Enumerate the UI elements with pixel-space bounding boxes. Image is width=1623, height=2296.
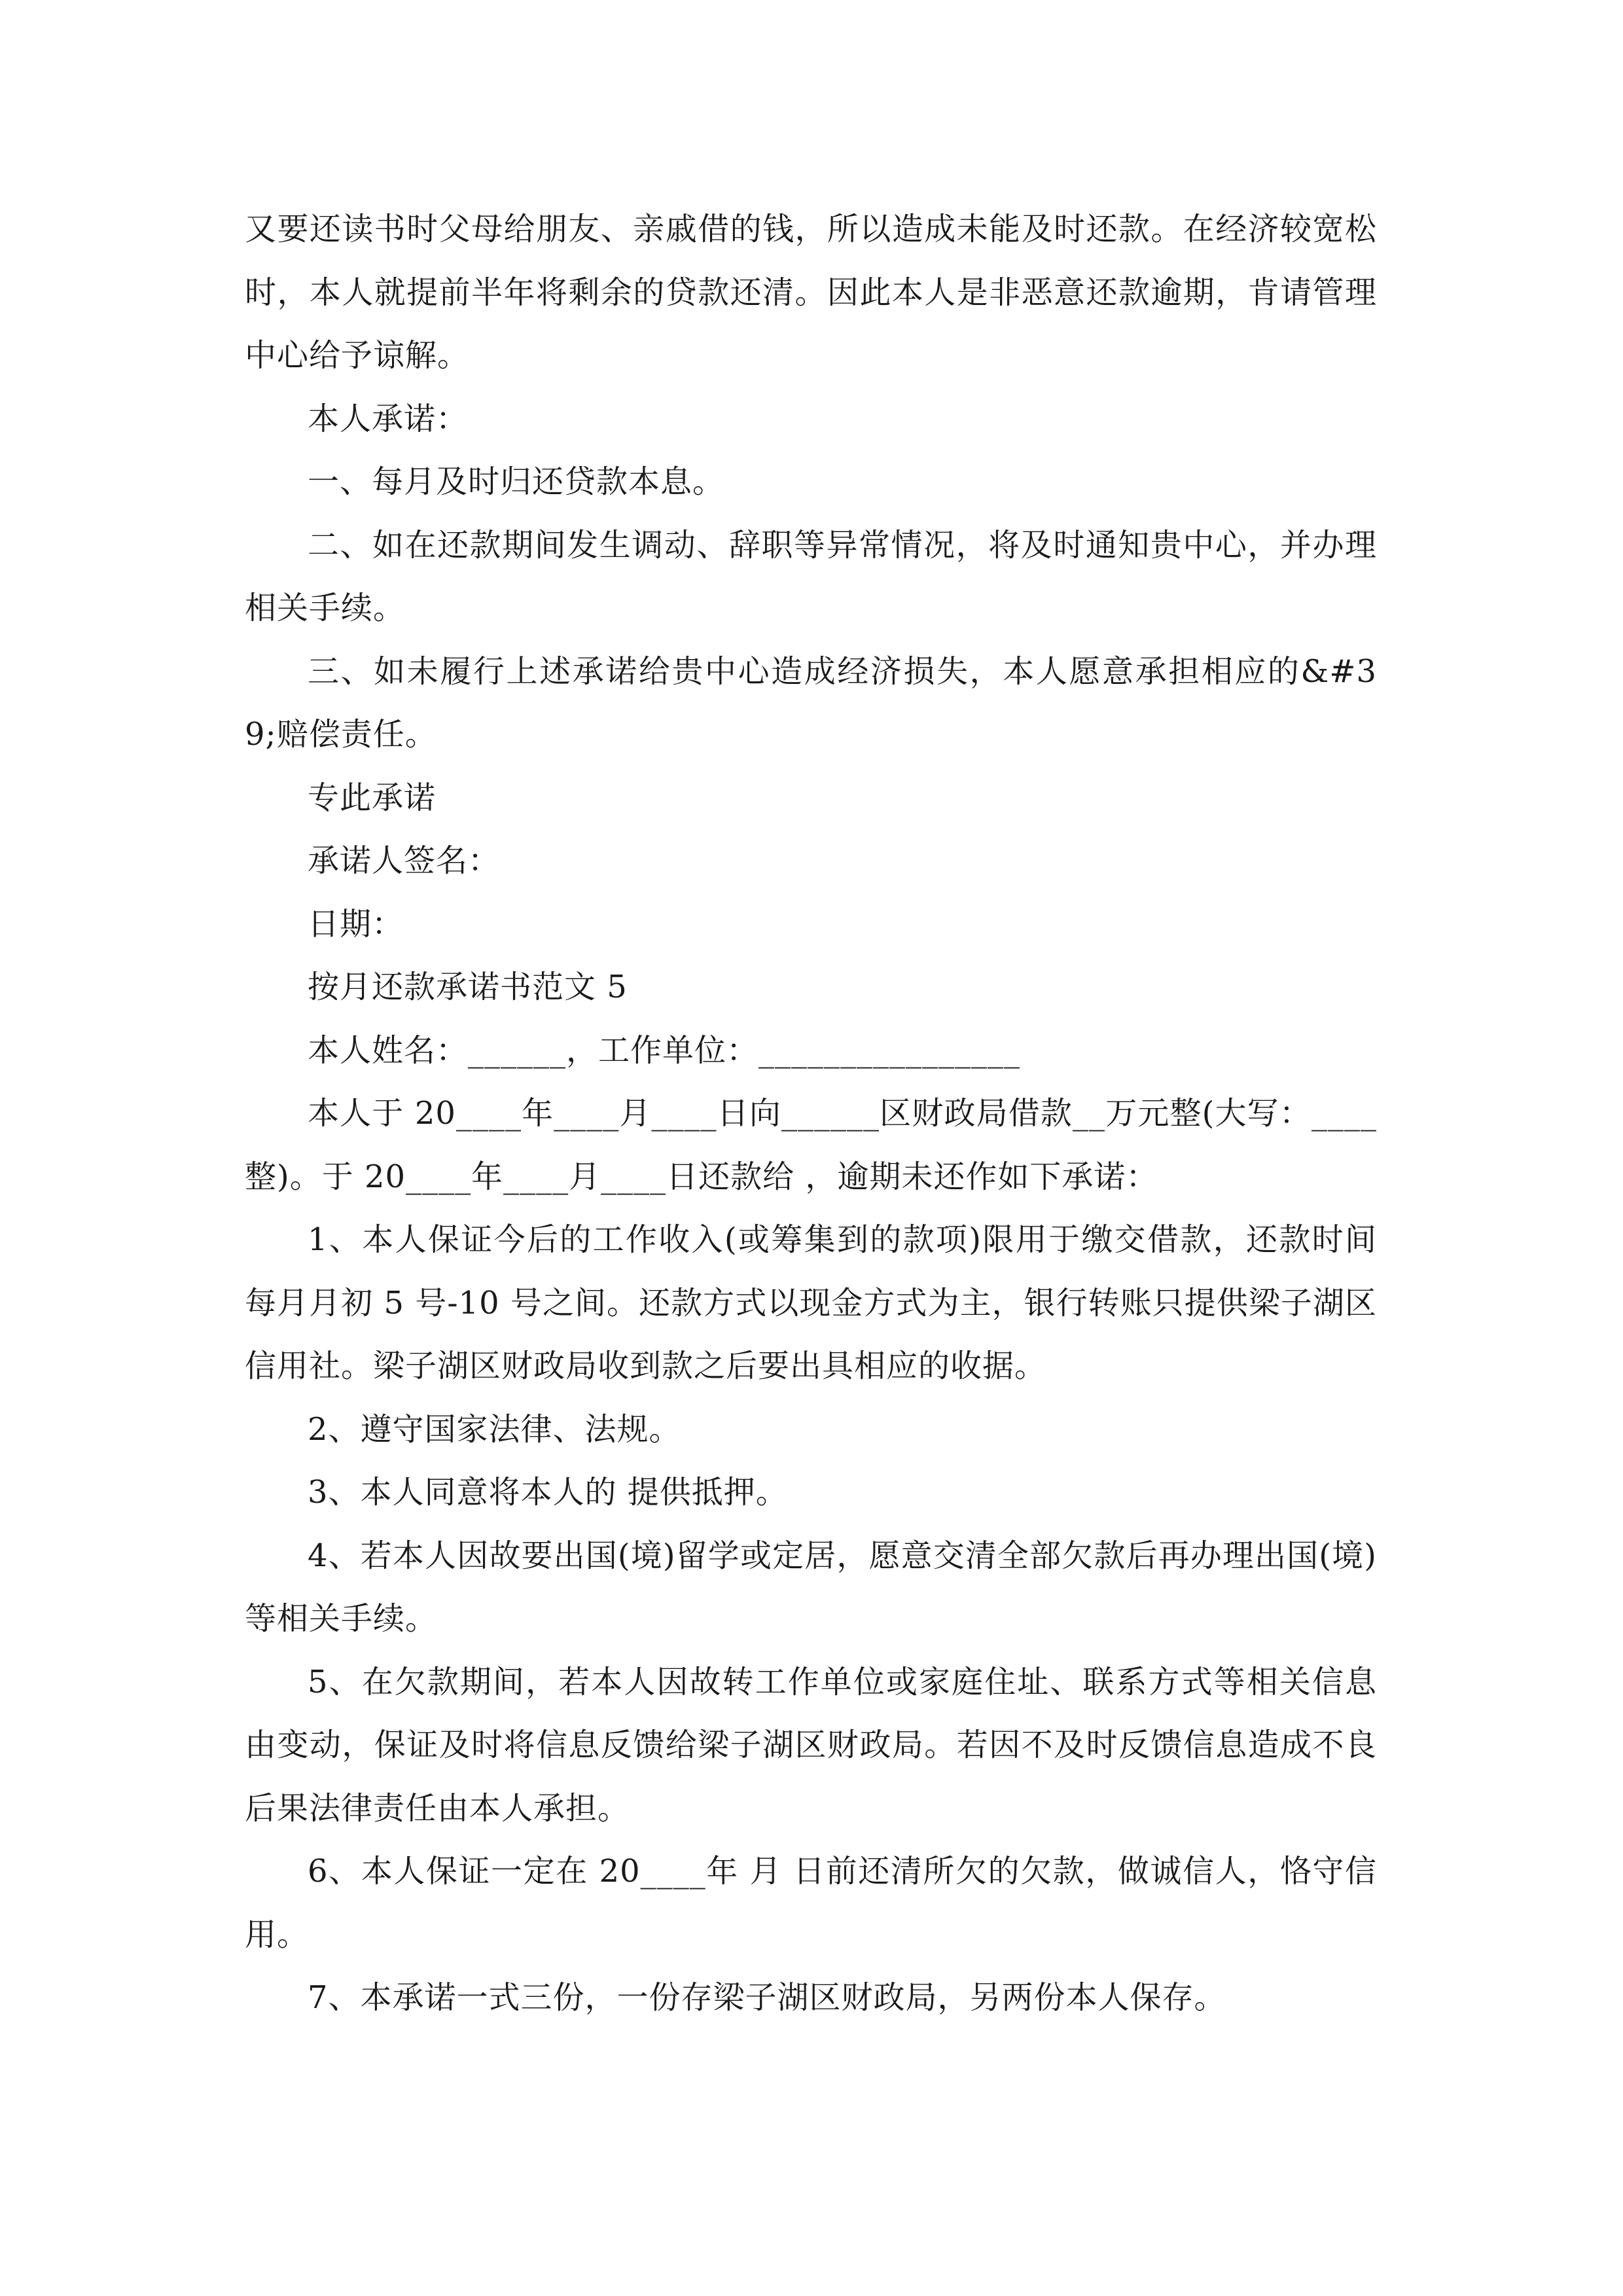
paragraph-item-4: 4、若本人因故要出国(境)留学或定居，愿意交清全部欠款后再办理出国(境)等相关手续。 — [245, 1537, 1377, 1637]
document-body — [245, 198, 1377, 2030]
paragraph-commitment-3: 三、如未履行上述承诺给贵中心造成经济损失，本人愿意承担相应的&#39;赔偿责任。 — [245, 653, 1377, 753]
paragraph-date-line: 日期： — [308, 905, 404, 942]
paragraph-item-1: 1、本人保证今后的工作收入(或筹集到的款项)限用于缴交借款，还款时间每月月初 5 号-10 号之间。还款方式以现金方式为主，银行转账只提供梁子湖区信用社。梁子湖区财政局收到款之后要出具相应的收据。 — [245, 1221, 1377, 1384]
paragraph-commitment-heading: 本人承诺： — [308, 400, 469, 437]
section-title: 按月还款承诺书范文 5 — [308, 969, 628, 1005]
paragraph-item-3: 3、本人同意将本人的 提供抵押。 — [308, 1474, 788, 1511]
paragraph-item-2: 2、遵守国家法律、法规。 — [308, 1410, 681, 1448]
paragraph-name-employer: 本人姓名：______，工作单位：________________ — [308, 1031, 1021, 1069]
paragraph-signature-line: 承诺人签名： — [308, 842, 501, 879]
paragraph-continuation: 又要还读书时父母给朋友、亲戚借的钱，所以造成未能及时还款。在经济较宽松时，本人就提前半年将剩余的贷款还清。因此本人是非恶意还款逾期，肯请管理中心给予谅解。 — [245, 211, 1377, 374]
paragraph-loan-details: 本人于 20____年____月____日向______区财政局借款__万元整(大写：____整)。于 20____年____月____日还款给 ，逾期未还作如下承诺： — [245, 1095, 1377, 1195]
paragraph-item-6: 6、本人保证一定在 20____年 月 日前还清所欠的欠款，做诚信人，恪守信用。 — [245, 1853, 1377, 1953]
paragraph-item-5: 5、在欠款期间，若本人因故转工作单位或家庭住址、联系方式等相关信息由变动，保证及时将信息反馈给梁子湖区财政局。若因不及时反馈信息造成不良后果法律责任由本人承担。 — [245, 1663, 1377, 1827]
paragraph-closing: 专此承诺 — [308, 779, 437, 816]
paragraph-commitment-1: 一、每月及时归还贷款本息。 — [308, 463, 725, 500]
paragraph-item-7: 7、本承诺一式三份，一份存梁子湖区财政局，另两份本人保存。 — [308, 1979, 1226, 2016]
paragraph-commitment-2: 二、如在还款期间发生调动、辞职等异常情况，将及时通知贵中心，并办理相关手续。 — [245, 526, 1377, 626]
